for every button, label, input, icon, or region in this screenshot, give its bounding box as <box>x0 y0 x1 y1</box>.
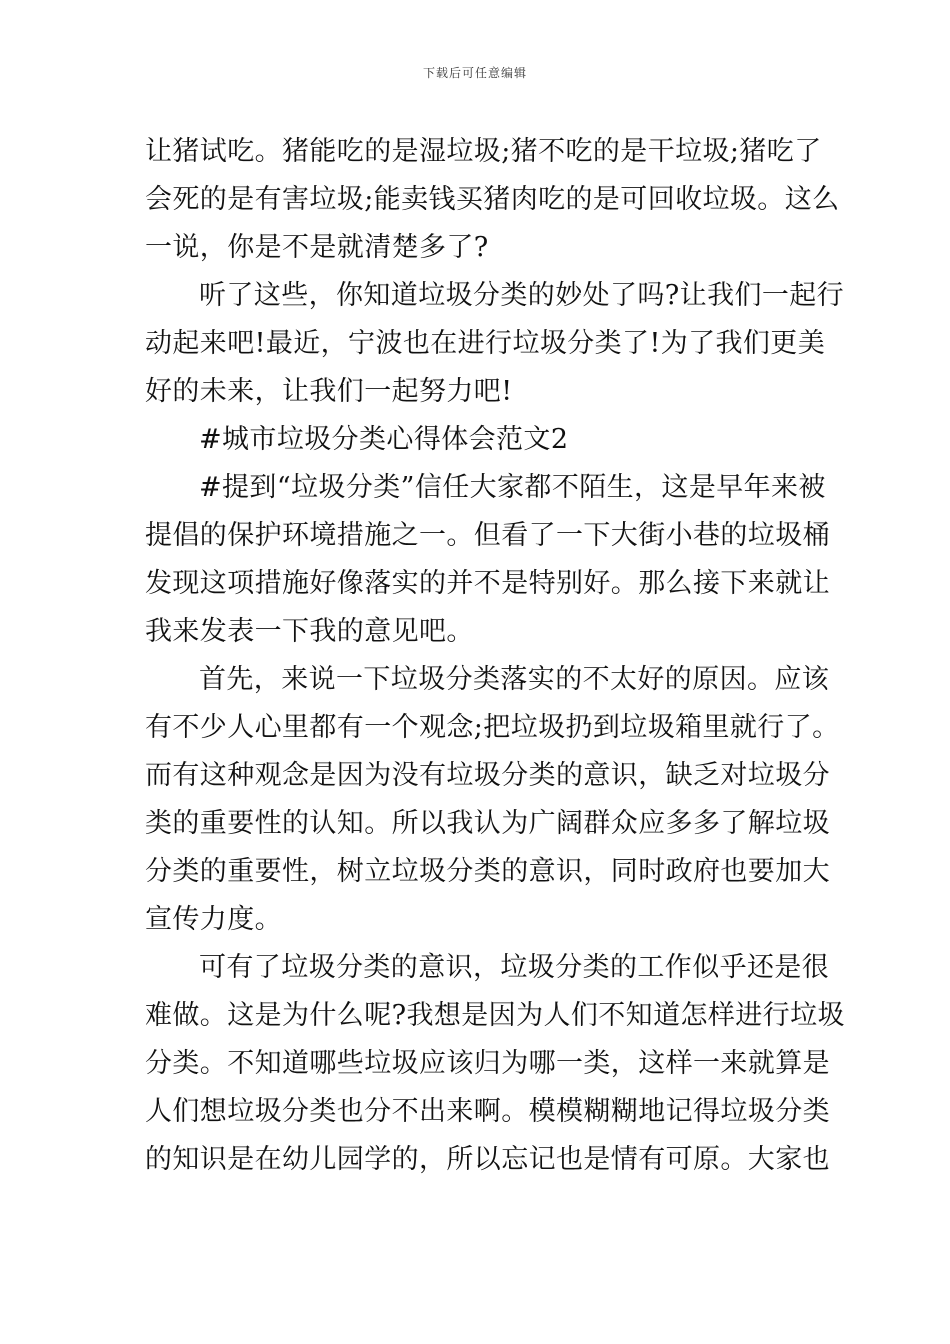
text-line: 宣传力度。 <box>145 904 282 935</box>
text-line: 人们想垃圾分类也分不出来啊。模模糊糊地记得垃圾分类 <box>145 1096 830 1127</box>
text-line: 好的未来，让我们一起努力吧! <box>145 376 513 407</box>
text-line: 类的重要性的认知。所以我认为广阔群众应多多了解垃圾 <box>145 808 830 839</box>
paragraph-start-line: 听了这些，你知道垃圾分类的妙处了吗?让我们一起行 <box>199 280 845 311</box>
text-line: 发现这项措施好像落实的并不是特别好。那么接下来就让 <box>145 568 830 599</box>
text-line: 我来发表一下我的意见吧。 <box>145 616 474 647</box>
text-line: 而有这种观念是因为没有垃圾分类的意识，缺乏对垃圾分 <box>145 760 830 791</box>
section-heading: #城市垃圾分类心得体会范文2 <box>199 424 569 455</box>
paragraph-start-line: 可有了垃圾分类的意识，垃圾分类的工作似乎还是很 <box>199 952 830 983</box>
text-line: 让猪试吃。猪能吃的是湿垃圾;猪不吃的是干垃圾;猪吃了 <box>145 136 822 167</box>
text-line: 有不少人心里都有一个观念;把垃圾扔到垃圾箱里就行了。 <box>145 712 840 743</box>
paragraph-start-line: #提到“垃圾分类”信任大家都不陌生，这是早年来被 <box>199 472 826 503</box>
page-header: 下载后可任意编辑 <box>422 66 527 80</box>
document-body <box>145 128 845 1184</box>
text-line: 的知识是在幼儿园学的，所以忘记也是情有可原。大家也 <box>145 1144 830 1175</box>
text-line: 难做。这是为什么呢?我想是因为人们不知道怎样进行垃圾 <box>145 1000 845 1031</box>
text-line: 分类。不知道哪些垃圾应该归为哪一类，这样一来就算是 <box>145 1048 830 1079</box>
text-line: 一说，你是不是就清楚多了? <box>145 232 489 263</box>
text-line: 提倡的保护环境措施之一。但看了一下大街小巷的垃圾桶 <box>145 520 830 551</box>
text-line: 动起来吧!最近，宁波也在进行垃圾分类了!为了我们更美 <box>145 328 826 359</box>
text-line: 分类的重要性，树立垃圾分类的意识，同时政府也要加大 <box>145 856 830 887</box>
paragraph-start-line: 首先，来说一下垃圾分类落实的不太好的原因。应该 <box>199 664 830 695</box>
text-line: 会死的是有害垃圾;能卖钱买猪肉吃的是可回收垃圾。这么 <box>145 184 840 215</box>
